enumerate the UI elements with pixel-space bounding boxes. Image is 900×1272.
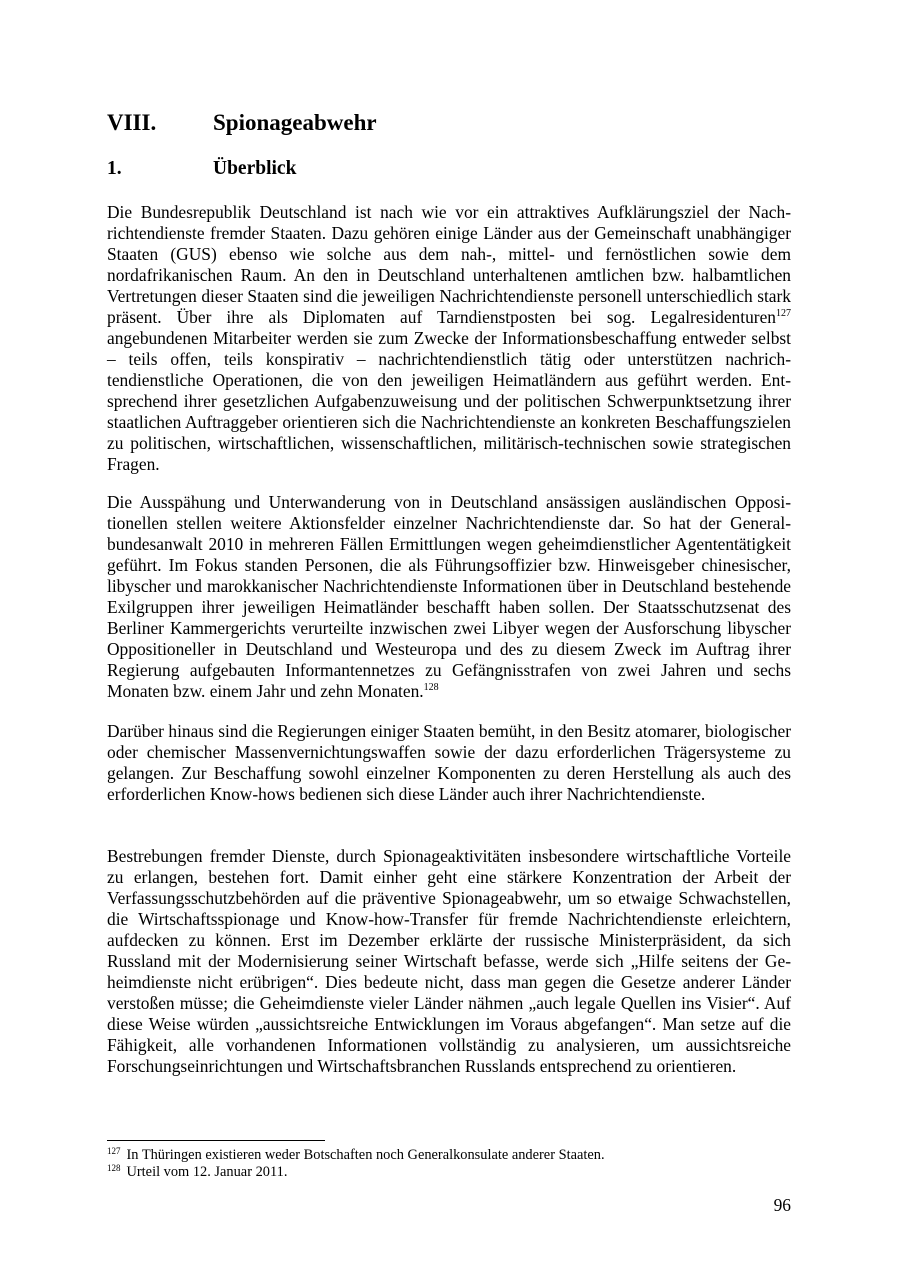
- footnote-divider: [107, 1140, 325, 1141]
- section-number: 1.: [107, 158, 122, 179]
- section-heading: [107, 156, 707, 182]
- page-number: 96: [773, 1195, 791, 1215]
- footnote-mark: 127: [107, 1146, 121, 1156]
- chapter-heading: [107, 108, 707, 138]
- section-title: Überblick: [213, 158, 297, 179]
- footnote-text: Urteil vom 12. Januar 2011.: [126, 1164, 288, 1180]
- paragraph-2: [107, 492, 791, 702]
- footnote-127: [107, 1147, 791, 1164]
- paragraph-3: [107, 721, 791, 805]
- footnote-ref-127[interactable]: 127: [776, 308, 791, 319]
- paragraph-4: [107, 846, 791, 1077]
- paragraph-text-continued: angebundenen Mitarbeiter werden sie zum Zwecke der Informationsbeschaffung entweder selbst – teils offen, teils konspirativ – nachrichtendienstlich tätig oder unterstützen nachrichtendienstliche Operationen, die von den jeweiligen Heimatländern aus geführt werden. Entsprechend ihrer gesetzlichen Aufgabenzuweisung und der politischen Schwerpunktsetzung ihrer staatlichen Auftraggeber orientieren sich die Nachrichtendienste an konkreten Beschaffungszielen zu politischen, wirtschaftlichen, wissenschaftlichen, militärisch-technischen sowie strategischen Fragen.: [107, 328, 791, 474]
- footnote-128: [107, 1164, 791, 1181]
- paragraph-text: Bestrebungen fremder Dienste, durch Spionageaktivitäten insbesondere wirtschaftliche Vorteile zu erlangen, bestehen fort. Damit einher geht eine stärkere Konzentration der Arbeit der Verfassungsschutzbehörden auf die präventive Spionageabwehr, um so etwaige Schwachstellen, die Wirtschaftsspionage und Know-how-Transfer für fremde Nachrichtendienste erleichtern, aufdecken zu können. Erst im Dezember erklärte der russische Ministerpräsident, da sich Russland mit der Modernisierung seiner Wirtschaft befasse, werde sich „Hilfe seitens der Geheimdienste nicht erübrigen“. Dies bedeute nicht, dass man gegen die Gesetze anderer Länder verstoßen müsse; die Geheimdienste vieler Länder nähmen „auch legale Quellen ins Visier“. Auf diese Weise würden „aussichtsreiche Entwicklungen im Voraus abgefangen“. Man setze auf die Fähigkeit, alle vorhandenen Informationen vollständig zu analysieren, um aussichtsreiche Forschungseinrichtungen und Wirtschaftsbranchen Russlands entsprechend zu orientieren.: [107, 846, 791, 1076]
- footnote-text: In Thüringen existieren weder Botschaften noch Generalkonsulate anderer Staaten.: [126, 1147, 605, 1163]
- footnotes: [107, 1147, 791, 1181]
- paragraph-text: Die Ausspähung und Unterwanderung von in Deutschland ansässigen ausländischen Oppositionellen stellen weitere Aktionsfelder einzelner Nachrichtendienste dar. So hat der Generalbundesanwalt 2010 in mehreren Fällen Ermittlungen wegen geheimdienstlicher Agententätigkeit geführt. Im Fokus standen Personen, die als Führungsoffizier bzw. Hinweisgeber chinesischer, libyscher und marokkanischer Nachrichtendienste Informationen über in Deutschland bestehende Exilgruppen ihrer jeweiligen Heimatländer beschafft haben sollen. Der Staatsschutzsenat des Berliner Kammergerichts verurteilte inzwischen zwei Libyer wegen der Ausforschung libyscher Oppositioneller in Deutschland und Westeuropa und des zu diesem Zweck im Auftrag ihrer Regierung aufgebauten Informantennetzes zu Gefängnisstrafen von zwei Jahren und sechs Monaten bzw. einem Jahr und zehn Monaten.: [107, 492, 791, 701]
- footnote-mark: 128: [107, 1163, 121, 1173]
- paragraph-text: Die Bundesrepublik Deutschland ist nach wie vor ein attraktives Aufklärungsziel der Nachrichtendienste fremder Staaten. Dazu gehören einige Länder aus der Gemeinschaft unabhängiger Staaten (GUS) ebenso wie solche aus dem nah-, mittel- und fernöstlichen sowie dem nordafrikanischen Raum. An den in Deutschland unterhaltenen amtlichen bzw. halbamtlichen Vertretungen dieser Staaten sind die jeweiligen Nachrichtendienste personell unterschiedlich stark präsent. Über ihre als Diplomaten auf Tarndienstposten bei sog. Legalresidenturen: [107, 202, 791, 327]
- paragraph-1: [107, 202, 791, 475]
- chapter-number: VIII.: [107, 110, 157, 135]
- footnote-ref-128[interactable]: 128: [423, 682, 439, 693]
- paragraph-text: Darüber hinaus sind die Regierungen einiger Staaten bemüht, in den Besitz atomarer, biologischer oder chemischer Massenvernichtungswaffen sowie der dazu erforderlichen Trägersysteme zu gelangen. Zur Beschaffung sowohl einzelner Komponenten zu deren Herstellung als auch des erforderlichen Know-hows bedienen sich diese Länder auch ihrer Nachrichtendienste.: [107, 721, 791, 804]
- chapter-title: Spionageabwehr: [213, 110, 377, 135]
